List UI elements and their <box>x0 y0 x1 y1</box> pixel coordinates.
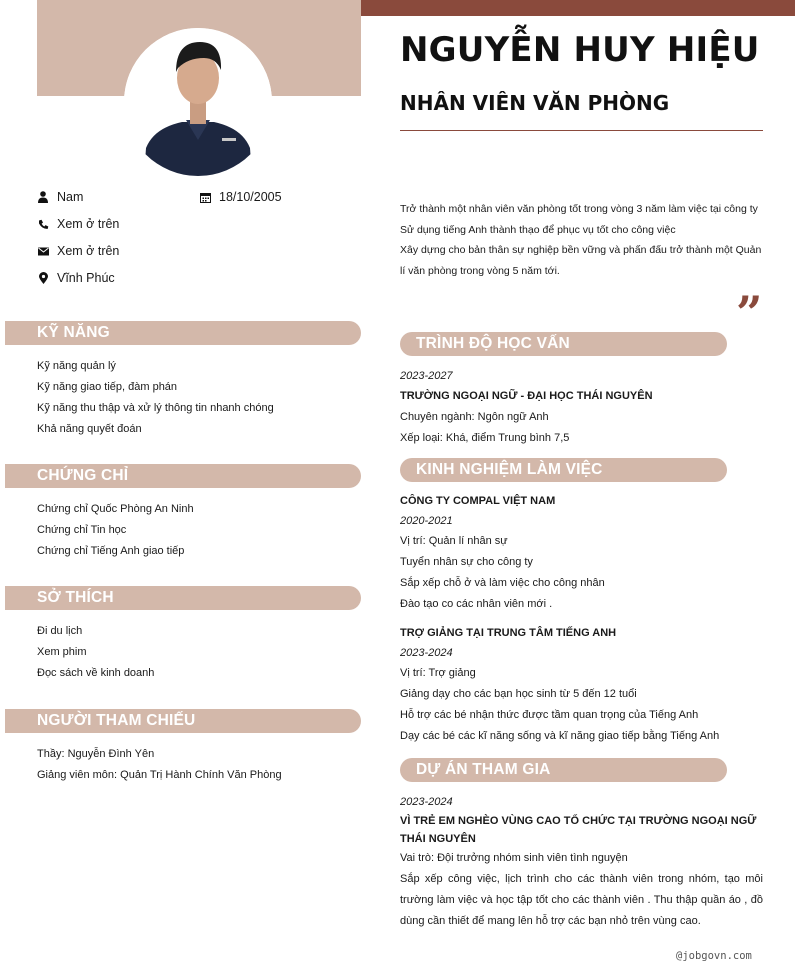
experience-job <box>400 491 763 615</box>
certificates-heading: CHỨNG CHỈ <box>5 464 361 488</box>
skills-heading: KỸ NĂNG <box>5 321 361 345</box>
job-detail: Đào tạo co các nhân viên mới . <box>400 598 553 610</box>
skill-item: Kỹ năng thu thập và xử lý thông tin nhanh chóng <box>37 402 274 414</box>
hobbies-list <box>37 621 154 684</box>
education-detail: Chuyên ngành: Ngôn ngữ Anh <box>400 411 549 423</box>
calendar-icon <box>199 191 211 203</box>
gender-value: Nam <box>57 190 84 204</box>
contact-email <box>37 241 119 261</box>
email-value: Xem ở trên <box>57 244 120 258</box>
contact-gender <box>37 187 83 207</box>
person-photo-icon <box>124 28 272 176</box>
job-date: 2020-2021 <box>400 515 453 527</box>
job-detail: Giảng dạy cho các bạn học sinh từ 5 đến 12 tuổi <box>400 688 637 700</box>
job-title: NHÂN VIÊN VĂN PHÒNG <box>400 91 670 115</box>
project-name: VÌ TRẺ EM NGHÈO VÙNG CAO TỔ CHỨC TẠI TRƯỜNG NGOẠI NGỮ THÁI NGUYÊN <box>400 815 757 845</box>
objective-line: Trở thành một nhân viên văn phòng tốt trong vòng 3 năm làm việc tại công ty <box>400 203 758 215</box>
title-divider <box>400 130 763 131</box>
project-role: Vai trò: Đội trưởng nhóm sinh viên tình nguyện <box>400 852 628 864</box>
location-value: Vĩnh Phúc <box>57 271 115 285</box>
hobby-item: Đọc sách về kinh doanh <box>37 667 155 679</box>
certificate-item: Chứng chỉ Tin học <box>37 524 127 536</box>
job-detail: Tuyển nhân sự cho công ty <box>400 556 533 568</box>
job-detail: Vị trí: Quản lí nhân sự <box>400 535 508 547</box>
references-list <box>37 744 282 786</box>
job-date: 2023-2024 <box>400 647 453 659</box>
job-detail: Dạy các bé các kĩ năng sống và kĩ năng giao tiếp bằng Tiếng Anh <box>400 730 720 742</box>
references-heading: NGƯỜI THAM CHIẾU <box>5 709 361 733</box>
contact-location <box>37 268 115 288</box>
skills-list <box>37 356 274 440</box>
profile-photo <box>124 28 272 176</box>
certificate-item: Chứng chỉ Tiếng Anh giao tiếp <box>37 545 185 557</box>
skill-item: Khả năng quyết đoán <box>37 423 142 435</box>
career-objective <box>400 199 763 282</box>
objective-line: Xây dựng cho bản thân sự nghiệp bền vững và phấn đấu trở thành một Quản lí văn phòng trong vòng 5 năm tới. <box>400 244 762 278</box>
skill-item: Kỹ năng giao tiếp, đàm phán <box>37 381 178 393</box>
objective-line: Sử dụng tiếng Anh thành thạo để phục vụ tốt cho công việc <box>400 223 676 236</box>
phone-icon <box>37 218 49 230</box>
project-date: 2023-2024 <box>400 796 453 808</box>
certificates-list <box>37 499 194 562</box>
education-heading: TRÌNH ĐỘ HỌC VẤN <box>400 332 727 356</box>
candidate-name: NGUYỄN HUY HIỆU <box>400 30 760 70</box>
job-detail: Vị trí: Trợ giảng <box>400 667 476 679</box>
education-block <box>400 367 763 449</box>
contact-birthdate <box>199 187 282 207</box>
site-watermark: @jobgovn.com <box>676 950 752 962</box>
reference-item: Thầy: Nguyễn Đình Yên <box>37 748 155 760</box>
location-pin-icon <box>37 272 49 284</box>
contact-phone <box>37 214 119 234</box>
hobby-item: Xem phim <box>37 646 87 658</box>
job-company: TRỢ GIẢNG TẠI TRUNG TÂM TIẾNG ANH <box>400 627 617 639</box>
top-accent-bar <box>361 0 795 16</box>
education-date: 2023-2027 <box>400 370 453 382</box>
hobbies-heading: SỞ THÍCH <box>5 586 361 610</box>
education-detail: Xếp loại: Khá, điểm Trung bình 7,5 <box>400 432 570 444</box>
phone-value: Xem ở trên <box>57 217 120 231</box>
education-school: TRƯỜNG NGOẠI NGỮ - ĐẠI HỌC THÁI NGUYÊN <box>400 390 653 402</box>
job-company: CÔNG TY COMPAL VIỆT NAM <box>400 495 556 507</box>
person-icon <box>37 191 49 203</box>
job-detail: Sắp xếp chỗ ở và làm việc cho công nhân <box>400 577 605 589</box>
quote-mark-icon: ” <box>736 286 763 340</box>
certificate-item: Chứng chỉ Quốc Phòng An Ninh <box>37 503 194 515</box>
project-description: Sắp xếp công việc, lịch trình cho các thành viên trong nhóm, tạo môi trường làm việc và học tập tốt cho các thành viên . Thu thập quần áo , đồ dùng cần thiết để mang lên hỗ trợ các bạn nhỏ trên vùng cao. <box>400 873 763 927</box>
reference-item: Giảng viên môn: Quản Trị Hành Chính Văn Phòng <box>37 769 282 781</box>
experience-job <box>400 623 763 747</box>
skill-item: Kỹ năng quản lý <box>37 360 116 372</box>
birthdate-value: 18/10/2005 <box>219 190 282 204</box>
job-detail: Hỗ trợ các bé nhận thức được tầm quan trọng của Tiếng Anh <box>400 709 699 721</box>
envelope-icon <box>37 245 49 257</box>
hobby-item: Đi du lịch <box>37 625 83 637</box>
projects-heading: DỰ ÁN THAM GIA <box>400 758 727 782</box>
experience-heading: KINH NGHIỆM LÀM VIỆC <box>400 458 727 482</box>
project-block <box>400 793 763 932</box>
